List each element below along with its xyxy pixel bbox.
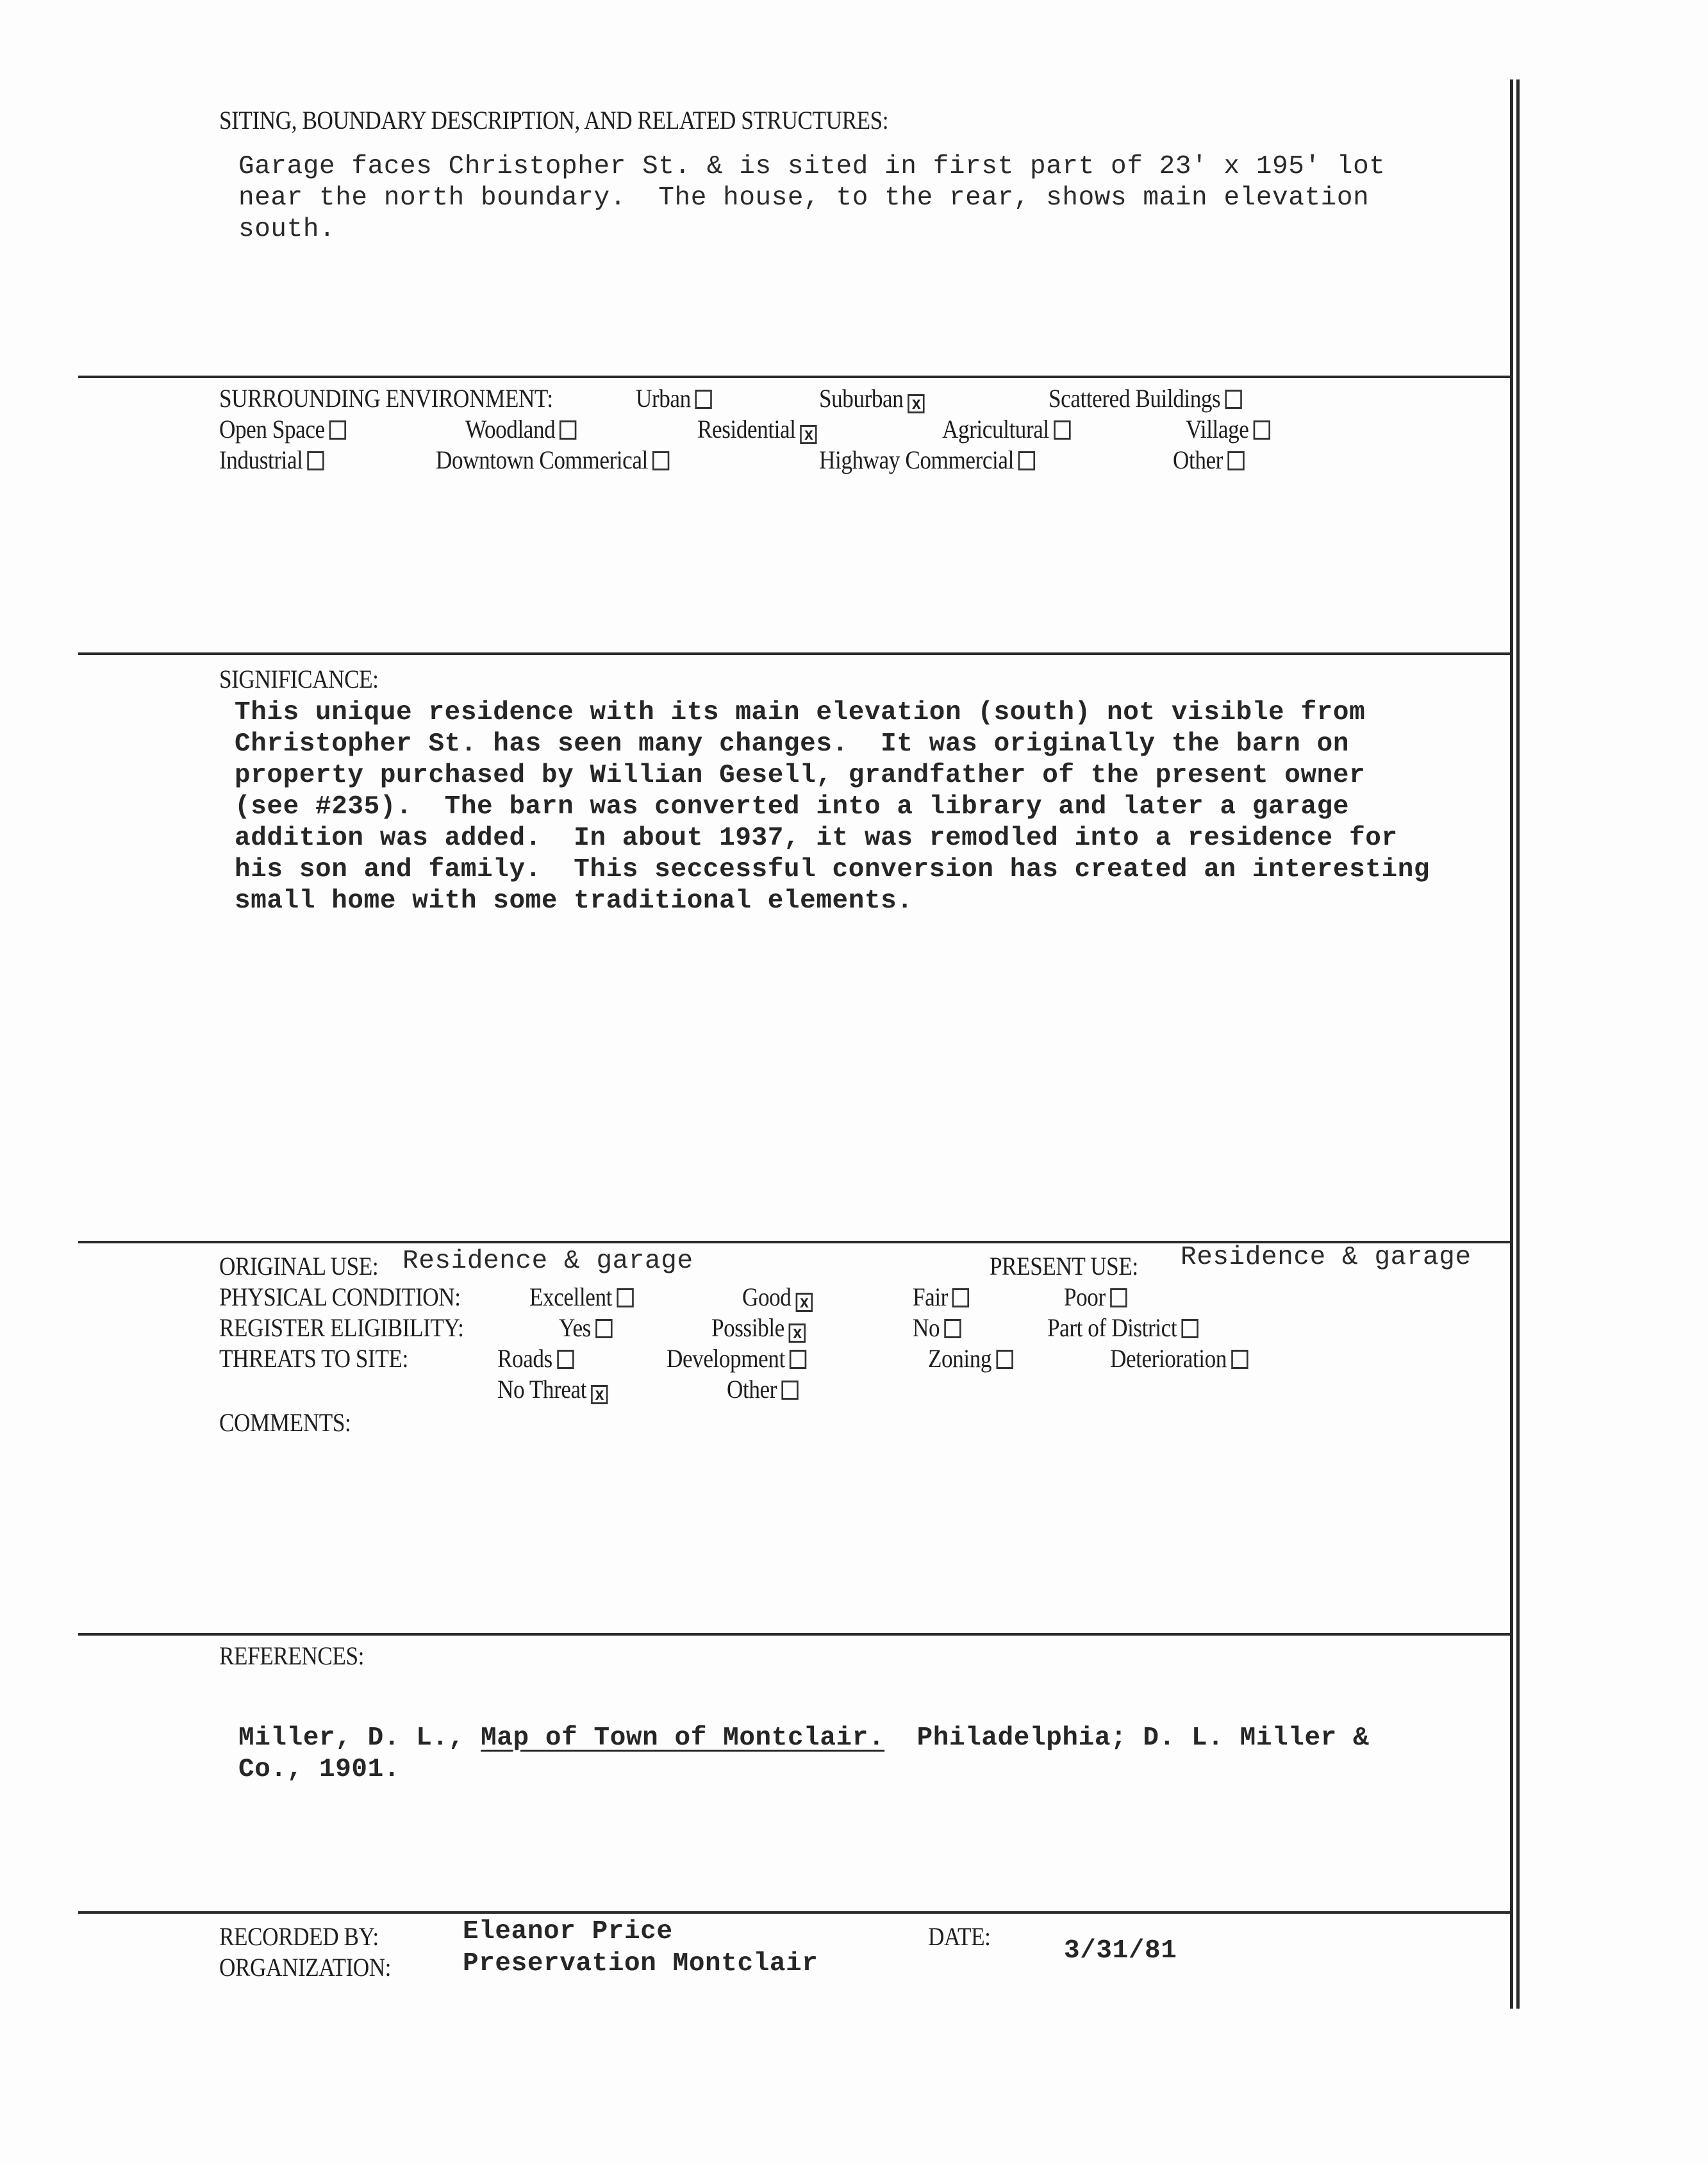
- option-label: Poor: [1064, 1282, 1106, 1311]
- siting-heading: SITING, BOUNDARY DESCRIPTION, AND RELATED STRUCTURES:: [219, 106, 889, 135]
- eligibility-option-possible[interactable]: [711, 1313, 806, 1343]
- reference-line-2: Co., 1901.: [238, 1755, 401, 1784]
- condition-option-good[interactable]: [742, 1282, 813, 1312]
- checkbox-checked[interactable]: x: [796, 1293, 813, 1312]
- significance-line-4: (see #235). The barn was converted into a library and later a garage: [235, 792, 1350, 822]
- env-option-residential[interactable]: [697, 414, 817, 444]
- checkbox[interactable]: [952, 1288, 969, 1307]
- option-label: Residential: [697, 415, 796, 444]
- original-use-value: Residence & garage: [402, 1247, 693, 1276]
- option-label: Zoning: [928, 1344, 992, 1373]
- date-value: 3/31/81: [1064, 1936, 1177, 1966]
- env-option-woodland[interactable]: [465, 414, 577, 444]
- section-divider: [78, 376, 1510, 378]
- env-option-industrial[interactable]: [219, 445, 324, 475]
- threat-option-no-threat[interactable]: [497, 1374, 608, 1404]
- checkbox[interactable]: [781, 1381, 798, 1400]
- present-use-label: PRESENT USE:: [990, 1252, 1138, 1281]
- checkbox[interactable]: [944, 1319, 961, 1338]
- checkbox[interactable]: [1110, 1288, 1127, 1307]
- significance-line-1: This unique residence with its main elevation (south) not visible from: [235, 698, 1366, 727]
- reference-author: Miller, D. L.,: [238, 1723, 481, 1753]
- significance-line-7: small home with some traditional elements.: [235, 886, 913, 916]
- eligibility-option-part-of-district[interactable]: [1047, 1313, 1198, 1343]
- reference-publisher: Philadelphia; D. L. Miller &: [884, 1723, 1370, 1753]
- option-label: Development: [667, 1344, 785, 1373]
- env-option-highway-commercial[interactable]: [819, 445, 1035, 475]
- siting-line-1: Garage faces Christopher St. & is sited in first part of 23' x 195' lot: [238, 152, 1386, 181]
- option-label: Yes: [559, 1313, 591, 1342]
- checkbox[interactable]: [652, 451, 669, 470]
- threat-option-other[interactable]: [727, 1374, 798, 1404]
- right-border-line-outer: [1510, 79, 1513, 2009]
- env-option-open-space[interactable]: [219, 414, 346, 444]
- organization-label: ORGANIZATION:: [219, 1953, 392, 1982]
- recorded-by-label: RECORDED BY:: [219, 1922, 379, 1951]
- option-label: Possible: [711, 1313, 784, 1342]
- option-label: Good: [742, 1282, 792, 1311]
- checkbox-checked[interactable]: x: [789, 1323, 806, 1343]
- surrounding-environment-heading: SURROUNDING ENVIRONMENT:: [219, 384, 553, 413]
- checkbox-checked[interactable]: x: [800, 425, 817, 444]
- section-divider: [78, 1633, 1510, 1636]
- siting-line-3: south.: [238, 215, 336, 244]
- physical-condition-label: PHYSICAL CONDITION:: [219, 1282, 461, 1311]
- checkbox[interactable]: [308, 451, 324, 470]
- option-label: Suburban: [819, 384, 904, 413]
- checkbox-checked[interactable]: x: [591, 1385, 608, 1404]
- checkbox[interactable]: [557, 1350, 574, 1369]
- present-use-value: Residence & garage: [1181, 1243, 1472, 1272]
- option-label: No: [913, 1313, 940, 1342]
- env-option-suburban[interactable]: [819, 383, 925, 413]
- option-label: Other: [1173, 445, 1223, 474]
- option-label: Highway Commercial: [819, 445, 1014, 474]
- right-border-line-inner: [1516, 79, 1520, 2009]
- condition-option-poor[interactable]: [1064, 1282, 1127, 1312]
- env-option-urban[interactable]: [636, 383, 712, 413]
- env-option-other[interactable]: [1173, 445, 1244, 475]
- recorded-by-value: Eleanor Price: [463, 1917, 673, 1946]
- option-label: Woodland: [465, 415, 556, 444]
- threat-option-zoning[interactable]: [928, 1343, 1013, 1373]
- option-label: Agricultural: [942, 415, 1049, 444]
- checkbox[interactable]: [695, 390, 712, 409]
- eligibility-option-no[interactable]: [913, 1313, 961, 1343]
- option-label: Deterioration: [1110, 1344, 1227, 1373]
- checkbox[interactable]: [1181, 1319, 1198, 1338]
- option-label: Industrial: [219, 445, 303, 474]
- option-label: Village: [1186, 415, 1249, 444]
- checkbox[interactable]: [1054, 420, 1070, 440]
- option-label: No Threat: [497, 1375, 587, 1404]
- checkbox[interactable]: [1253, 420, 1270, 440]
- checkbox[interactable]: [996, 1350, 1013, 1369]
- reference-title: Map of Town of Montclair.: [481, 1723, 885, 1753]
- env-option-scattered-buildings[interactable]: [1049, 383, 1242, 413]
- checkbox[interactable]: [617, 1288, 633, 1307]
- env-option-agricultural[interactable]: [942, 414, 1070, 444]
- env-option-downtown-commercial[interactable]: [436, 445, 669, 475]
- section-divider: [78, 1911, 1510, 1914]
- env-option-village[interactable]: [1186, 414, 1270, 444]
- checkbox[interactable]: [1231, 1350, 1248, 1369]
- checkbox[interactable]: [790, 1350, 806, 1369]
- option-label: Excellent: [529, 1282, 612, 1311]
- condition-option-fair[interactable]: [913, 1282, 969, 1312]
- register-eligibility-label: REGISTER ELIGIBILITY:: [219, 1313, 464, 1342]
- checkbox-checked[interactable]: x: [908, 394, 924, 413]
- threats-label: THREATS TO SITE:: [219, 1344, 408, 1373]
- checkbox[interactable]: [595, 1319, 612, 1338]
- siting-line-2: near the north boundary. The house, to the rear, shows main elevation: [238, 183, 1370, 213]
- option-label: Roads: [497, 1344, 552, 1373]
- option-label: Scattered Buildings: [1049, 384, 1221, 413]
- organization-value: Preservation Montclair: [463, 1949, 818, 1978]
- option-label: Fair: [913, 1282, 948, 1311]
- option-label: Downtown Commerical: [436, 445, 648, 474]
- reference-line-1: [238, 1723, 1369, 1754]
- eligibility-option-yes[interactable]: [559, 1313, 612, 1343]
- significance-line-2: Christopher St. has seen many changes. It was originally the barn on: [235, 729, 1350, 759]
- option-label: Part of District: [1047, 1313, 1177, 1342]
- checkbox[interactable]: [1227, 451, 1244, 470]
- option-label: Other: [727, 1375, 777, 1404]
- significance-heading: SIGNIFICANCE:: [219, 665, 379, 693]
- significance-line-6: his son and family. This seccessful conversion has created an interesting: [235, 855, 1430, 884]
- significance-line-5: addition was added. In about 1937, it was remodled into a residence for: [235, 824, 1398, 853]
- option-label: Open Space: [219, 415, 325, 444]
- threat-option-development[interactable]: [667, 1343, 806, 1373]
- condition-option-excellent[interactable]: [529, 1282, 633, 1312]
- section-divider: [78, 652, 1510, 655]
- checkbox[interactable]: [329, 420, 346, 440]
- references-heading: REFERENCES:: [219, 1641, 364, 1670]
- checkbox[interactable]: [1018, 451, 1035, 470]
- significance-line-3: property purchased by Willian Gesell, grandfather of the present owner: [235, 761, 1366, 790]
- original-use-label: ORIGINAL USE:: [219, 1252, 379, 1281]
- checkbox[interactable]: [560, 420, 576, 440]
- date-label: DATE:: [928, 1922, 991, 1951]
- option-label: Urban: [636, 384, 691, 413]
- checkbox[interactable]: [1225, 390, 1241, 409]
- comments-label: COMMENTS:: [219, 1408, 351, 1437]
- threat-option-roads[interactable]: [497, 1343, 574, 1373]
- threat-option-deterioration[interactable]: [1110, 1343, 1248, 1373]
